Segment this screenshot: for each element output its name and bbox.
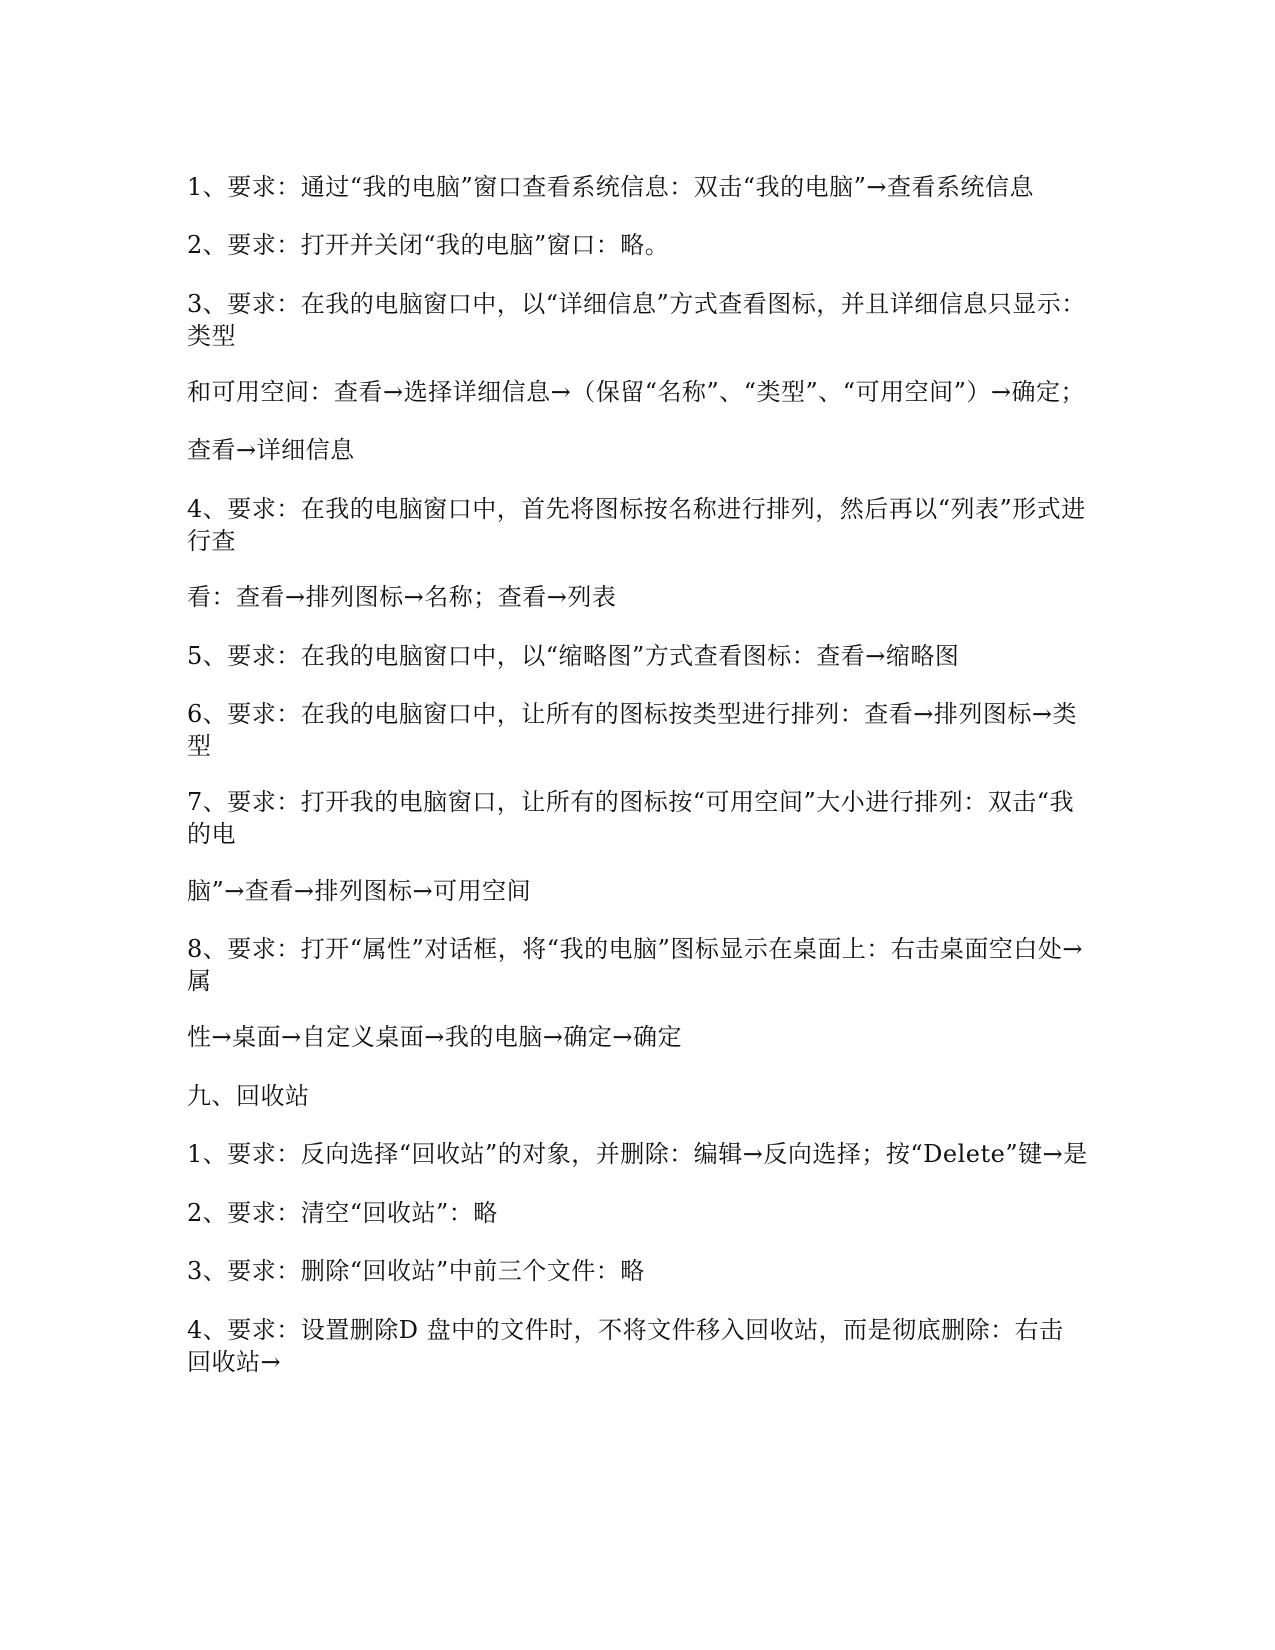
paragraph-1 <box>187 171 1087 203</box>
paragraph-18 <box>187 1314 1087 1378</box>
text-line: 属 <box>187 967 212 995</box>
paragraph-3 <box>187 288 1087 352</box>
text-line: 2、要求：打开并关闭“我的电脑”窗口：略。 <box>187 231 670 259</box>
text-line: 回收站→ <box>187 1348 282 1376</box>
paragraph-2 <box>187 229 1087 261</box>
text-line: 4、要求：在我的电脑窗口中，首先将图标按名称进行排列，然后再以“列表”形式进 <box>187 495 1086 523</box>
text-line: 5、要求：在我的电脑窗口中，以“缩略图”方式查看图标：查看→缩略图 <box>187 642 960 670</box>
paragraph-8 <box>187 640 1087 672</box>
text-line: 型 <box>187 732 212 760</box>
text-line: 8、要求：打开“属性”对话框，将“我的电脑”图标显示在桌面上：右击桌面空白处→ <box>187 935 1083 963</box>
paragraph-15 <box>187 1138 1087 1170</box>
text-line: 4、要求：设置删除D 盘中的文件时，不将文件移入回收站，而是彻底删除：右击 <box>187 1316 1064 1344</box>
paragraph-16 <box>187 1197 1087 1229</box>
text-line: 脑”→查看→排列图标→可用空间 <box>187 877 532 905</box>
text-line: 3、要求：在我的电脑窗口中，以“详细信息”方式查看图标，并且详细信息只显示： <box>187 290 1086 318</box>
text-line: 1、要求：通过“我的电脑”窗口查看系统信息：双击“我的电脑”→查看系统信息 <box>187 173 1034 201</box>
text-line: 3、要求：删除“回收站”中前三个文件：略 <box>187 1257 645 1285</box>
paragraph-17 <box>187 1255 1087 1287</box>
section-heading-recycle-bin <box>187 1080 1087 1112</box>
text-line: 6、要求：在我的电脑窗口中，让所有的图标按类型进行排列：查看→排列图标→类 <box>187 700 1077 728</box>
paragraph-11 <box>187 875 1087 907</box>
paragraph-9 <box>187 698 1087 762</box>
text-line: 1、要求：反向选择“回收站”的对象，并删除：编辑→反向选择；按“Delete”键→是 <box>187 1140 1088 1168</box>
paragraph-4 <box>187 376 1087 408</box>
paragraph-12 <box>187 933 1087 997</box>
text-line: 行查 <box>187 527 236 555</box>
text-line: 九、回收站 <box>187 1082 310 1110</box>
text-line: 性→桌面→自定义桌面→我的电脑→确定→确定 <box>187 1023 683 1051</box>
paragraph-13 <box>187 1021 1087 1053</box>
paragraph-6 <box>187 493 1087 557</box>
text-line: 的电 <box>187 820 236 848</box>
text-line: 和可用空间：查看→选择详细信息→（保留“名称”、“类型”、“可用空间”）→确定； <box>187 378 1085 406</box>
paragraph-5 <box>187 434 1087 466</box>
text-line: 看：查看→排列图标→名称；查看→列表 <box>187 583 617 611</box>
text-line: 类型 <box>187 322 236 350</box>
paragraph-10 <box>187 786 1087 850</box>
text-line: 7、要求：打开我的电脑窗口，让所有的图标按“可用空间”大小进行排列：双击“我 <box>187 788 1075 816</box>
paragraph-7 <box>187 581 1087 613</box>
text-line: 2、要求：清空“回收站”：略 <box>187 1199 498 1227</box>
text-line: 查看→详细信息 <box>187 436 355 464</box>
